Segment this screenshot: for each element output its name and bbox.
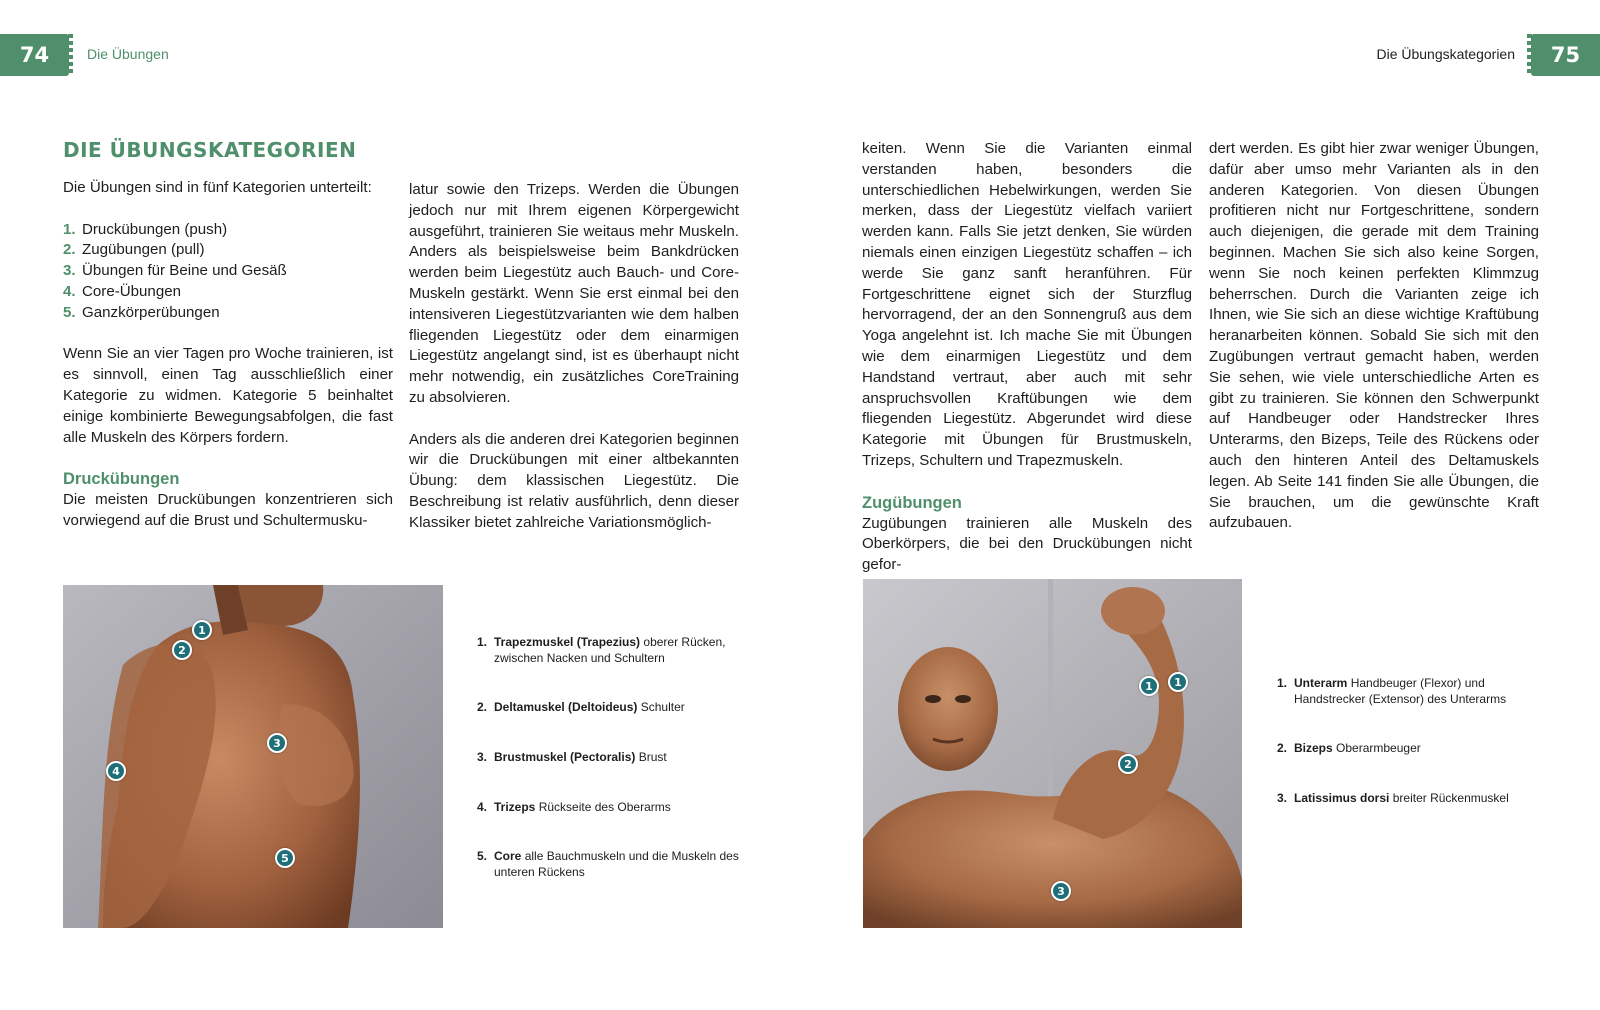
category-item: 2. Zugübungen (pull) bbox=[63, 241, 205, 259]
muscle-marker: 2 bbox=[1118, 754, 1138, 774]
flex-illustration bbox=[863, 579, 1242, 928]
category-item: 3. Übungen für Beine und Gesäß bbox=[63, 262, 287, 280]
text-column-3 bbox=[862, 139, 1192, 576]
category-item: 1. Druckübungen (push) bbox=[63, 220, 228, 238]
text-column-4 bbox=[1209, 139, 1539, 534]
training-paragraph: Wenn Sie an vier Tagen pro Woche trainieren, ist es sinnvoll, einen Tag ausschließlich einer Kategorie zu widmen. Kategorie 5 beinhaltet einige kombinierte Bewegungsabfolgen, die fast alle Muskeln des Körpers fordern. bbox=[63, 345, 393, 446]
legend-item: 1. Unterarm Handbeuger (Flexor) und Handstrecker (Extensor) des Unterarms bbox=[1277, 676, 1507, 706]
legend-item: 5. Core alle Bauchmuskeln und die Muskeln des unteren Rückens bbox=[477, 849, 739, 879]
muscle-marker: 3 bbox=[1051, 881, 1071, 901]
muscle-marker: 4 bbox=[106, 761, 126, 781]
subhead-push: Druckübungen bbox=[63, 470, 180, 489]
intro-paragraph: Die Übungen sind in fünf Kategorien unterteilt: bbox=[63, 179, 372, 196]
push-paragraph-continued: latur sowie den Trizeps. Werden die Übungen jedoch nur mit Ihrem eigenen Körpergewicht ausgeführt, trainieren Sie weitaus mehr Muskeln. Anders als beispielsweise beim Bankdrücken werden beim Liegestütz auch Bauch- und Core-Muskeln gestärkt. Wenn Sie erst einmal bei den intensiveren Liegestützvarianten wie dem halben fliegenden Liegestütz oder dem einarmigen Liegestütz angelangt sind, ist es überhaupt nicht mehr notwendig, ein zusätzliches CoreTraining zu absolvieren. bbox=[409, 181, 739, 406]
category-item: 4. Core-Übungen bbox=[63, 282, 182, 300]
legend-item: 4. Trizeps Rückseite des Oberarms bbox=[477, 800, 671, 814]
muscle-marker: 3 bbox=[267, 733, 287, 753]
legend-item: 3. Brustmuskel (Pectoralis) Brust bbox=[477, 750, 667, 764]
running-head-left: Die Übungen bbox=[87, 46, 169, 62]
biceps-flex-photo bbox=[863, 579, 1242, 928]
muscle-marker: 1 bbox=[1139, 676, 1159, 696]
subhead-pull: Zugübungen bbox=[862, 493, 962, 512]
text-column-2 bbox=[409, 180, 739, 534]
page-number-left: 74 bbox=[0, 34, 69, 76]
legend-item: 2. Deltamuskel (Deltoideus) Schulter bbox=[477, 700, 685, 714]
pull-paragraph-continued: dert werden. Es gibt hier zwar weniger Übungen, dafür aber umso mehr Varianten als in den anderen Kategorien. Von diesen Übungen profitieren nicht nur Fortgeschrittene, sondern auch diejenigen, die gerade mit dem Training beginnen. Machen Sie sich also keine Sorgen, wenn Sie noch keinen perfekten Klimmzug beherrschen. Durch die Varianten zeige ich Ihnen, wie Sie sich an diese wichtige Kraftübung heranarbeiten können. Sobald Sie sich mit den Zugübungen vertraut gemacht haben, werden Sie sehen, wie viele unterschiedliche Arten es gibt zu trainieren. Sie können den Schwerpunkt auf Handbeuger oder Handstrecker Ihres Unterarms, den Bizeps, Teile des Rückens oder auch den hinteren Anteil des Deltamuskels legen. Ab Seite 141 finden Sie alle Übungen, die Sie brauchen, um die gewünschte Kraft aufzubauen. bbox=[1209, 140, 1539, 532]
muscle-marker: 1 bbox=[1168, 672, 1188, 692]
legend-item: 3. Latissimus dorsi breiter Rückenmuskel bbox=[1277, 791, 1509, 805]
pull-paragraph: Zugübungen trainieren alle Muskeln des Oberkörpers, die bei den Druckübungen nicht gefor- bbox=[862, 514, 1192, 574]
category-item: 5. Ganzkörperübungen bbox=[63, 303, 220, 321]
muscle-marker: 5 bbox=[275, 848, 295, 868]
pushup-paragraph: Anders als die anderen drei Kategorien beginnen wir die Druckübungen mit einer altbekannten Übung: dem klassischen Liegestütz. Die Beschreibung ist relativ ausführlich, denn dieser Klassiker bietet zahlreiche Variationsmöglich- bbox=[409, 430, 739, 531]
muscle-marker: 2 bbox=[172, 640, 192, 660]
running-head-right: Die Übungskategorien bbox=[1376, 46, 1515, 62]
torso-illustration bbox=[63, 585, 443, 928]
muscle-legend-left bbox=[477, 634, 747, 894]
muscle-legend-right bbox=[1277, 675, 1547, 815]
variations-paragraph: keiten. Wenn Sie die Varianten einmal verstanden haben, besonders die unterschiedlichen Hebelwirkungen, werden Sie merken, dass der Liegestütz vielfach variiert werden kann. Falls Sie jetzt denken, Sie würden niemals einen einzigen Liegestütz schaffen – ich werde Sie ganz sanft heranführen. Für Fortgeschrittene eignet sich der Sturzflug hervorragend, der an den Sonnengruß aus dem Yoga angelehnt ist. Ich mache Sie mit Übungen wie dem einarmigen Liegestütz und dem Handstand vertraut, aber auch mit sehr anspruchsvollen Kraftübungen wie dem fliegenden Liegestütz. Abgerundet wird diese Kategorie mit Übungen für Brustmuskeln, Trizeps, Schultern und Trapezmuskeln. bbox=[862, 140, 1192, 469]
muscle-marker: 1 bbox=[192, 620, 212, 640]
legend-item: 1. Trapezmuskel (Trapezius) oberer Rücken, zwischen Nacken und Schultern bbox=[477, 635, 726, 665]
text-column-1 bbox=[63, 138, 393, 532]
torso-side-photo bbox=[63, 585, 443, 928]
section-title: DIE ÜBUNGSKATEGORIEN bbox=[63, 138, 357, 162]
legend-item: 2. Bizeps Oberarmbeuger bbox=[1277, 741, 1421, 755]
category-list bbox=[63, 220, 393, 324]
push-paragraph: Die meisten Druckübungen konzentrieren sich vorwiegend auf die Brust und Schultermusku- bbox=[63, 491, 393, 529]
page-number-right: 75 bbox=[1531, 34, 1600, 76]
